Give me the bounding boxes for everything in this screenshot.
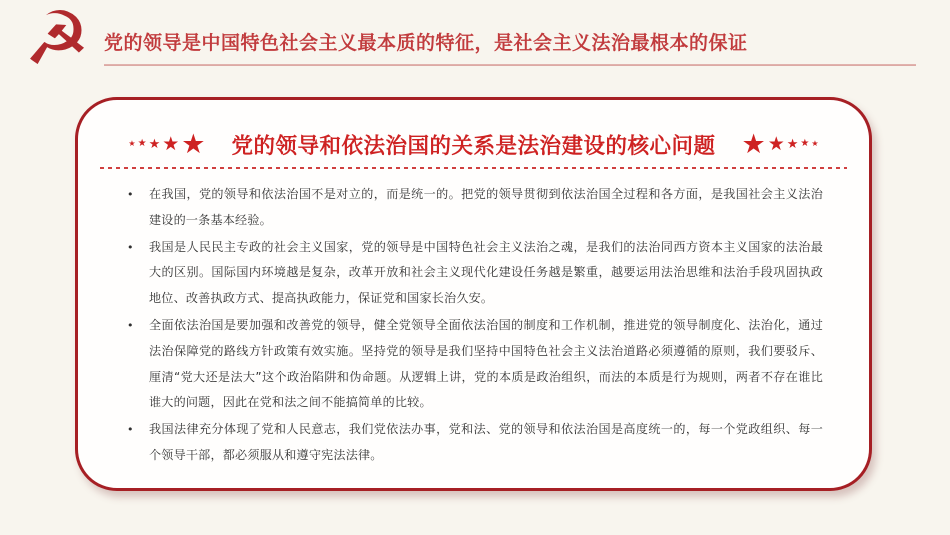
bullet-dot-icon: •	[127, 318, 134, 332]
star-icon: ★	[800, 138, 810, 149]
stars-left-decoration	[128, 128, 206, 160]
star-icon: ★	[137, 138, 147, 149]
slide-header	[0, 0, 950, 92]
card-title-row	[78, 100, 869, 167]
content-card	[75, 97, 872, 491]
stars-right-decoration	[741, 128, 819, 160]
bullet-text: 全面依法治国是要加强和改善党的领导，健全党领导全面依法治国的制度和工作机制，推进党的领导制度化、法治化，通过法治保障党的路线方针政策有效实施。坚持党的领导是我们坚持中国特色社会主义法治道路必须遵循的原则，我们要驳斥、厘清“党大还是法大”这个政治陷阱和伪命题。从逻辑上讲，党的本质是政治组织，而法的本质是行为规则，两者不存在谁比谁大的问题，因此在党和法之间不能搞简单的比较。	[149, 317, 823, 410]
star-icon: ★	[128, 139, 136, 148]
bullet-item	[127, 417, 823, 469]
star-icon: ★	[786, 136, 799, 152]
party-emblem-icon: ☭	[23, 0, 91, 82]
bullet-text: 我国是人民民主专政的社会主义国家，党的领导是中国特色社会主义法治之魂，是我们的法治同西方资本主义国家的法治最大的区别。国际国内环境越是复杂，改革开放和社会主义现代化建设任务越是繁重，越要运用法治思维和法治手段巩固执政地位、改善执政方式、提高执政能力，保证党和国家长治久安。	[149, 239, 823, 306]
bullet-item	[127, 235, 823, 312]
star-icon: ★	[162, 132, 180, 155]
header-text-block	[104, 28, 932, 66]
star-icon: ★	[148, 136, 161, 152]
bullet-dot-icon: •	[127, 188, 134, 201]
header-divider	[104, 64, 916, 66]
star-icon: ★	[767, 132, 785, 155]
bullet-list	[78, 169, 869, 469]
bullet-item	[127, 313, 823, 416]
bullet-dot-icon: •	[127, 423, 134, 437]
card-title: 党的领导和依法治国的关系是法治建设的核心问题	[231, 133, 716, 159]
bullet-text: 在我国，党的领导和依法治国不是对立的，而是统一的。把党的领导贯彻到依法治国全过程和各方面，是我国社会主义法治建设的一条基本经验。	[149, 187, 823, 227]
star-icon: ★	[811, 139, 819, 148]
bullet-item	[127, 182, 823, 234]
page-title: 党的领导是中国特色社会主义最本质的特征，是社会主义法治最根本的保证	[104, 32, 748, 54]
star-icon: ★	[741, 128, 766, 160]
star-icon: ★	[181, 128, 206, 160]
bullet-text: 我国法律充分体现了党和人民意志，我们党依法办事，党和法、党的领导和依法治国是高度统一的，每一个党政组织、每一个领导干部，都必须服从和遵守宪法法律。	[149, 422, 823, 462]
bullet-dot-icon: •	[127, 240, 134, 254]
